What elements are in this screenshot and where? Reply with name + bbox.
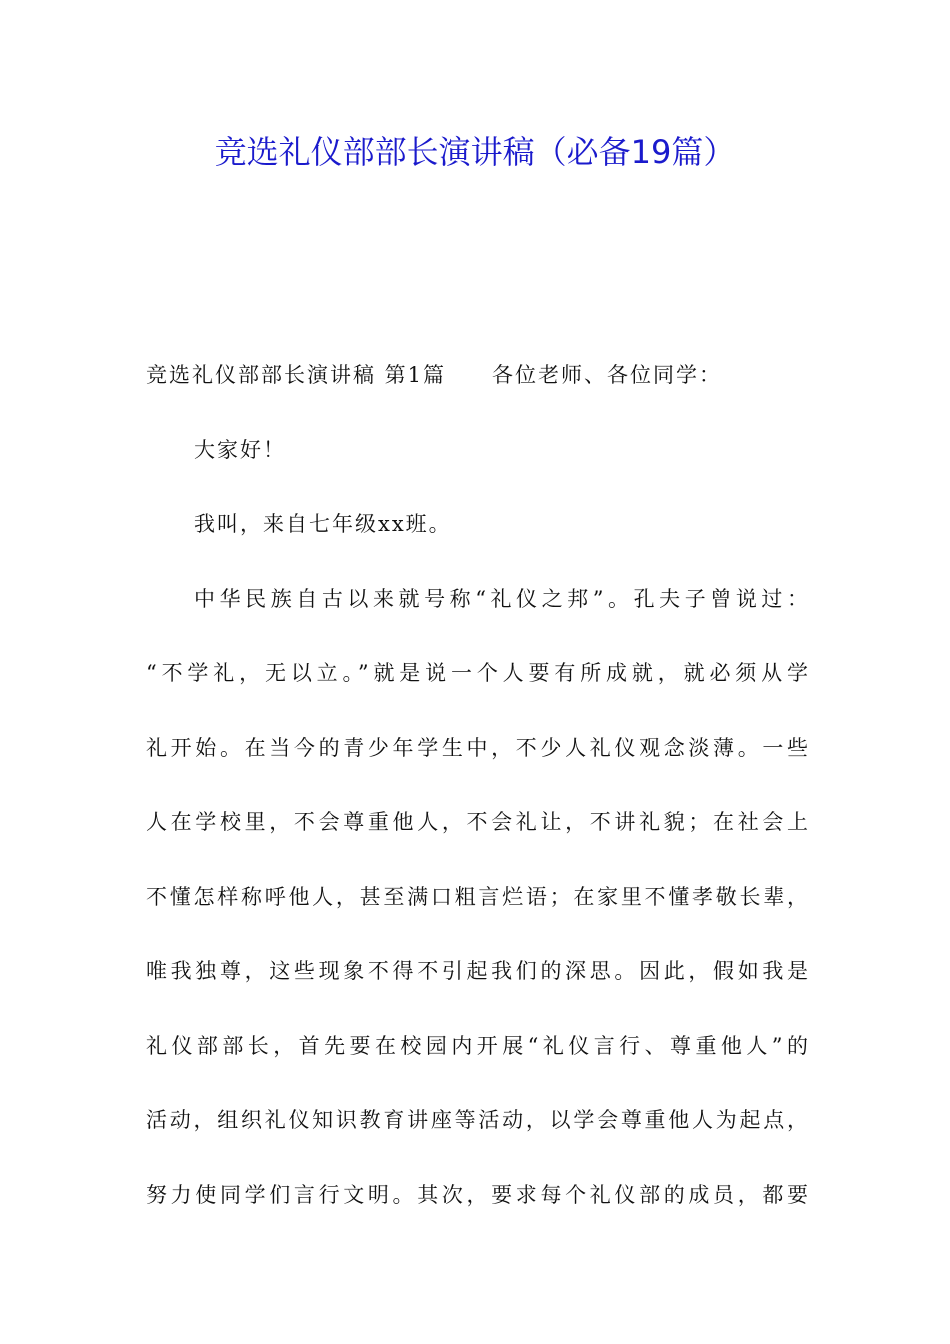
paragraph-line: 人在学校里，不会尊重他人，不会礼让，不讲礼貌；在社会上 — [146, 810, 810, 834]
paragraph-line: 礼仪部部长，首先要在校园内开展“礼仪言行、尊重他人”的 — [146, 1033, 810, 1058]
salutation: 各位老师、各位同学： — [492, 363, 723, 387]
section-label: 竞选礼仪部部长演讲稿 第1篇 — [146, 363, 447, 387]
paragraph-line: 大家好！ — [194, 437, 286, 462]
document-body — [146, 338, 810, 1232]
paragraph-line: 活动，组织礼仪知识教育讲座等活动，以学会尊重他人为起点， — [146, 1108, 810, 1132]
paragraph-line: 努力使同学们言行文明。其次，要求每个礼仪部的成员，都要 — [146, 1182, 810, 1207]
paragraph-line: “不学礼，无以立。”就是说一个人要有所成就，就必须从学 — [146, 661, 810, 685]
paragraph-line: 不懂怎样称呼他人，甚至满口粗言烂语；在家里不懂孝敬长辈， — [146, 884, 810, 909]
paragraph-line: 礼开始。在当今的青少年学生中，不少人礼仪观念淡薄。一些 — [146, 735, 810, 760]
paragraph-line: 唯我独尊，这些现象不得不引起我们的深思。因此，假如我是 — [146, 959, 810, 983]
paragraph-line: 我叫，来自七年级xx班。 — [194, 512, 452, 536]
document-title: 竞选礼仪部部长演讲稿（必备19篇） — [214, 133, 736, 171]
paragraph-line: 中华民族自古以来就号称“礼仪之邦”。孔夫子曾说过： — [194, 586, 810, 611]
section-heading-line — [146, 338, 810, 413]
